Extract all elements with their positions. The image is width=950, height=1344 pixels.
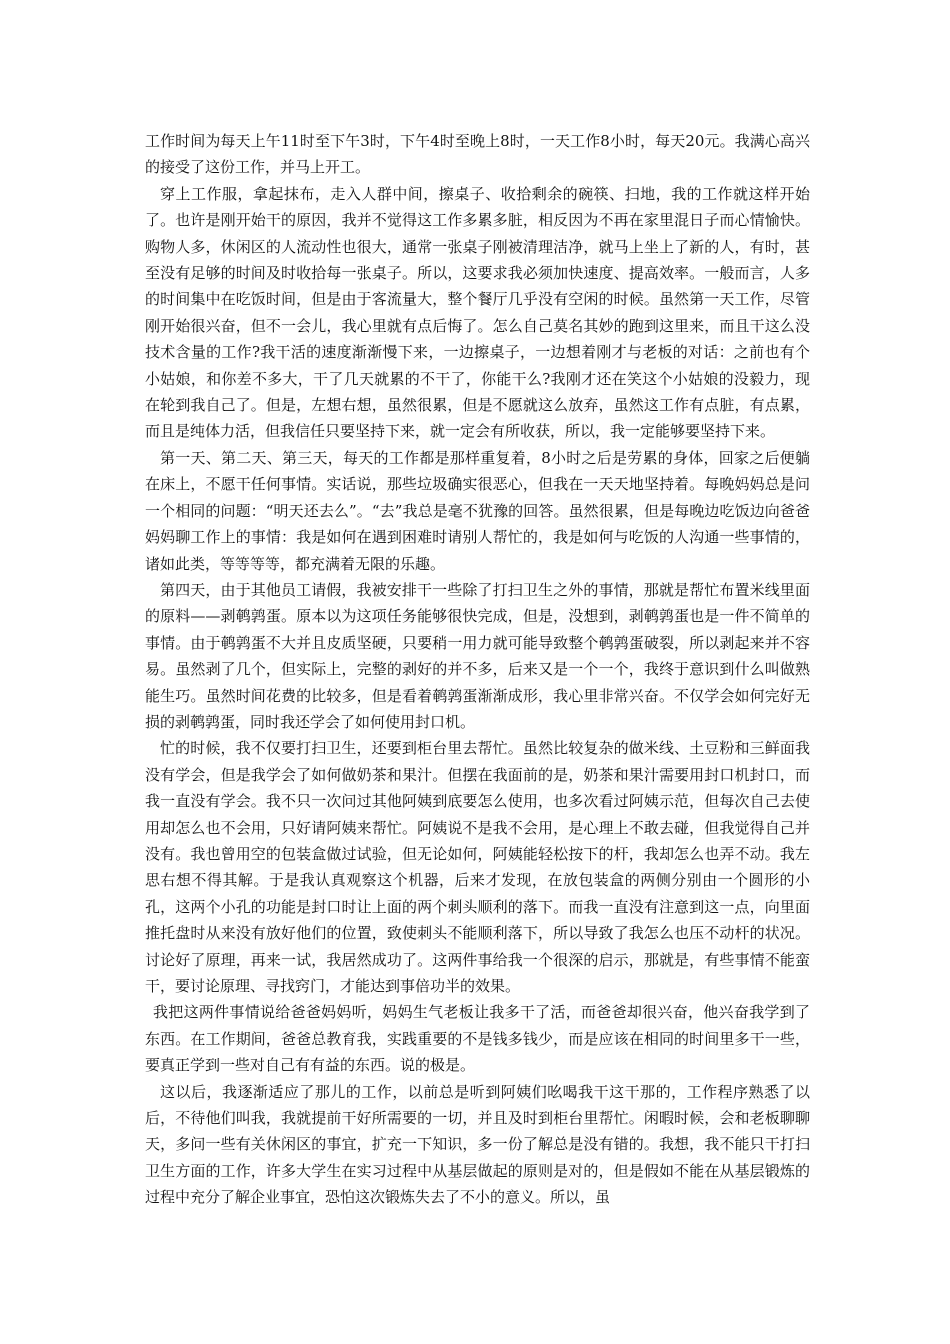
paragraph-3: 第一天、第二天、第三天，每天的工作都是那样重复着，8小时之后是劳累的身体，回家之后便躺在床上，不愿干任何事情。实话说，那些垃圾确实很恶心，但我在一天天地坚持着。每晚妈妈总是问一个相同的问题：“明天还去么”。“去”我总是毫不犹豫的回答。虽然很累，但是每晚边吃饭边向爸爸妈妈聊工作上的事情：我是如何在遇到困难时请别人帮忙的，我是如何与吃饭的人沟通一些事情的，诸如此类，等等等等，都充满着无限的乐趣。: [145, 448, 810, 573]
paragraph-7: 这以后，我逐渐适应了那儿的工作，以前总是听到阿姨们吆喝我干这干那的，工作程序熟悉了以后，不待他们叫我，我就提前干好所需要的一切，并且及时到柜台里帮忙。闲暇时候，会和老板聊聊天，多问一些有关休闲区的事宜，扩充一下知识，多一份了解总是没有错的。我想，我不能只干打扫卫生方面的工作，许多大学生在实习过程中从基层做起的原则是对的，但是假如不能在从基层锻炼的过程中充分了解企业事宜，恐怕这次锻炼失去了不小的意义。所以，虽: [145, 1082, 810, 1207]
paragraph-5: 忙的时候，我不仅要打扫卫生，还要到柜台里去帮忙。虽然比较复杂的做米线、土豆粉和三鲜面我没有学会，但是我学会了如何做奶茶和果汁。但摆在我面前的是，奶茶和果汁需要用封口机封口，而我一直没有学会。我不只一次问过其他阿姨到底要怎么使用，也多次看过阿姨示范，但每次自己去使用却怎么也不会用，只好请阿姨来帮忙。阿姨说不是我不会用，是心理上不敢去碰，但我觉得自己并没有。我也曾用空的包装盒做过试验，但无论如何，阿姨能轻松按下的杆，我却怎么也弄不动。我左思右想不得其解。于是我认真观察这个机器，后来才发现，在放包装盒的两侧分别由一个圆形的小孔，这两个小孔的功能是封口时让上面的两个刺头顺利的落下。而我一直没有注意到这一点，向里面推托盘时从来没有放好他们的位置，致使刺头不能顺利落下，所以导致了我怎么也压不动杆的状况。讨论好了原理，再来一试，我居然成功了。这两件事给我一个很深的启示，那就是，有些事情不能蛮干，要讨论原理、寻找窍门，才能达到事倍功半的效果。: [145, 739, 810, 995]
paragraph-1: 工作时间为每天上午11时至下午3时，下午4时至晚上8时，一天工作8小时，每天20元。我满心高兴的接受了这份工作，并马上开工。: [145, 132, 810, 177]
paragraph-2: 穿上工作服，拿起抹布，走入人群中间，擦桌子、收拾剩余的碗筷、扫地，我的工作就这样开始了。也许是刚开始干的原因，我并不觉得这工作多累多脏，相反因为不再在家里混日子而心情愉快。购物人多，休闲区的人流动性也很大，通常一张桌子刚被清理洁净，就马上坐上了新的人，有时，甚至没有足够的时间及时收拾每一张桌子。所以，这要求我必须加快速度、提高效率。一般而言，人多的时间集中在吃饭时间，但是由于客流量大，整个餐厅几乎没有空闲的时候。虽然第一天工作，尽管刚开始很兴奋，但不一会儿，我心里就有点后悔了。怎么自己莫名其妙的跑到这里来，而且干这么没技术含量的工作?我干活的速度渐渐慢下来，一边擦桌子，一边想着刚才与老板的对话：之前也有个小姑娘，和你差不多大，干了几天就累的不干了，你能干么?我刚才还在笑这个小姑娘的没毅力，现在轮到我自己了。但是，左想右想，虽然很累，但是不愿就这么放弃，虽然这工作有点脏，有点累，而且是纯体力活，但我信任只要坚持下来，就一定会有所收获，所以，我一定能够要坚持下来。: [145, 184, 810, 441]
paragraph-4: 第四天，由于其他员工请假，我被安排干一些除了打扫卫生之外的事情，那就是帮忙布置米线里面的原料——剥鹌鹑蛋。原本以为这项任务能够很快完成，但是，没想到，剥鹌鹑蛋也是一件不简单的事情。由于鹌鹑蛋不大并且皮质坚硬，只要稍一用力就可能导致整个鹌鹑蛋破裂，所以剥起来并不容易。虽然剥了几个，但实际上，完整的剥好的并不多，后来又是一个一个，我终于意识到什么叫做熟能生巧。虽然时间花费的比较多，但是看着鹌鹑蛋渐渐成形，我心里非常兴奋。不仅学会如何完好无损的剥鹌鹑蛋，同时我还学会了如何使用封口机。: [145, 580, 810, 731]
paragraph-6: 我把这两件事情说给爸爸妈妈听，妈妈生气老板让我多干了活，而爸爸却很兴奋，他兴奋我学到了东西。在工作期间，爸爸总教育我，实践重要的不是钱多钱少，而是应该在相同的时间里多干一些，要真正学到一些对自己有有益的东西。说的极是。: [145, 1003, 810, 1075]
document-body: [145, 128, 810, 1211]
